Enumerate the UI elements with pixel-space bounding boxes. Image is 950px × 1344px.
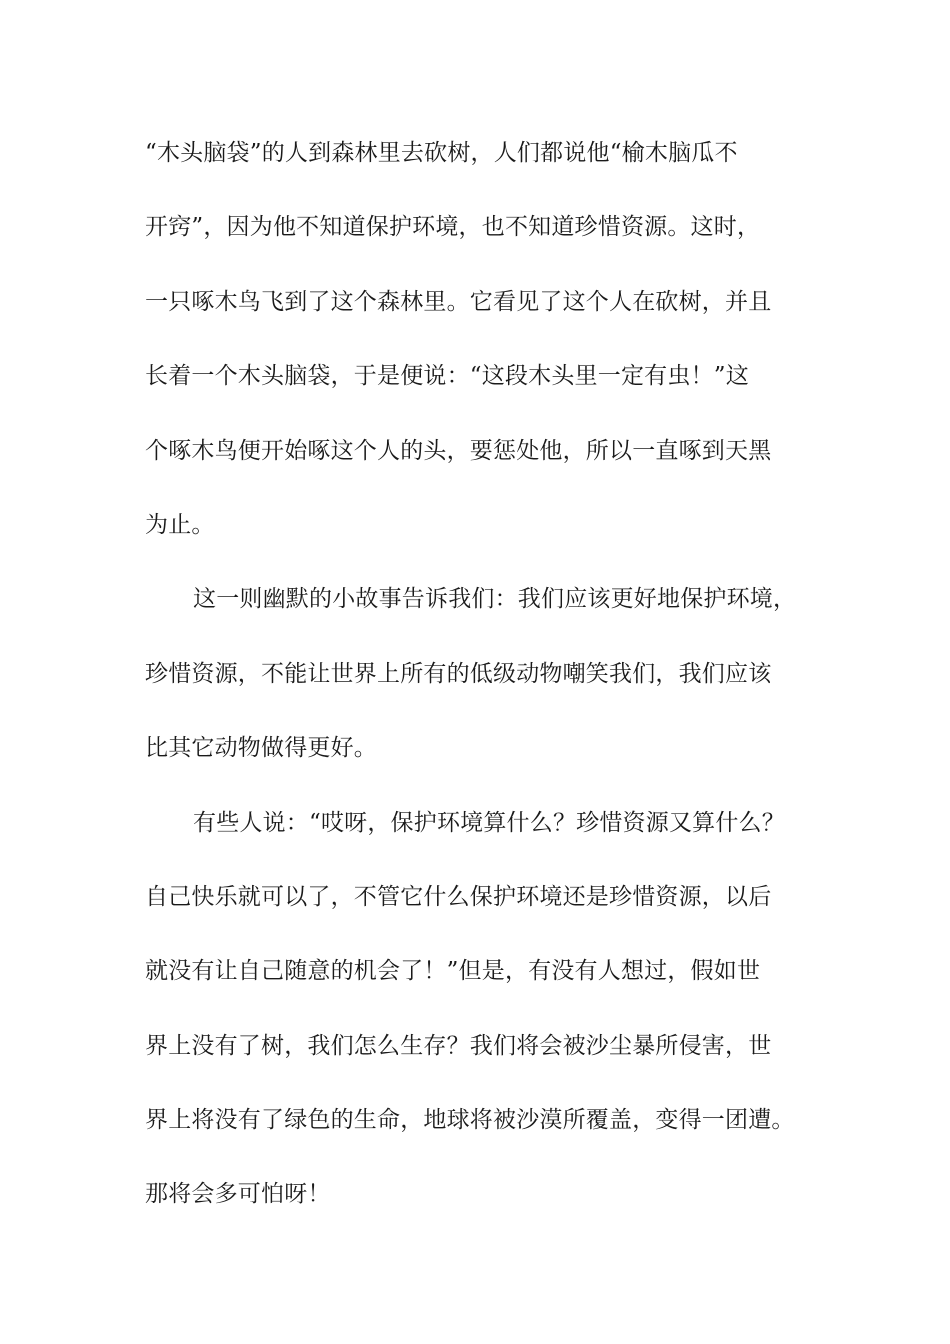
text-line-5: 个啄木鸟便开始啄这个人的头，要惩处他，所以一直啄到天黑	[145, 437, 772, 464]
text-line-6: 为止。	[145, 511, 215, 538]
paragraph-3-line-2: 自己快乐就可以了，不管它什么保护环境还是珍惜资源，以后	[145, 883, 772, 910]
document-body	[145, 128, 845, 1244]
text-line-4: 长着一个木头脑袋，于是便说：“这段木头里一定有虫！”这	[145, 363, 749, 390]
paragraph-3-line-5: 界上将没有了绿色的生命，地球将被沙漠所覆盖，变得一团遭。	[145, 1107, 795, 1134]
paragraph-3-line-3: 就没有让自己随意的机会了！”但是，有没有人想过，假如世	[145, 958, 761, 985]
text-line-1: “木头脑袋”的人到森林里去砍树，人们都说他“榆木脑瓜不	[145, 140, 738, 166]
text-line-3: 一只啄木鸟飞到了这个森林里。它看见了这个人在砍树，并且	[145, 288, 772, 315]
paragraph-2-line-2: 珍惜资源，不能让世界上所有的低级动物嘲笑我们，我们应该	[145, 660, 772, 687]
paragraph-2-line-1: 这一则幽默的小故事告诉我们：我们应该更好地保护环境，	[193, 586, 797, 613]
text-line-2: 开窍”，因为他不知道保护环境，也不知道珍惜资源。这时，	[145, 214, 761, 241]
paragraph-3-line-1: 有些人说：“哎呀，保护环境算什么？珍惜资源又算什么？	[193, 809, 785, 836]
paragraph-3-line-6: 那将会多可怕呀！	[145, 1181, 331, 1208]
paragraph-2-line-3: 比其它动物做得更好。	[145, 735, 377, 762]
paragraph-3-line-4: 界上没有了树，我们怎么生存？我们将会被沙尘暴所侵害，世	[145, 1032, 772, 1059]
